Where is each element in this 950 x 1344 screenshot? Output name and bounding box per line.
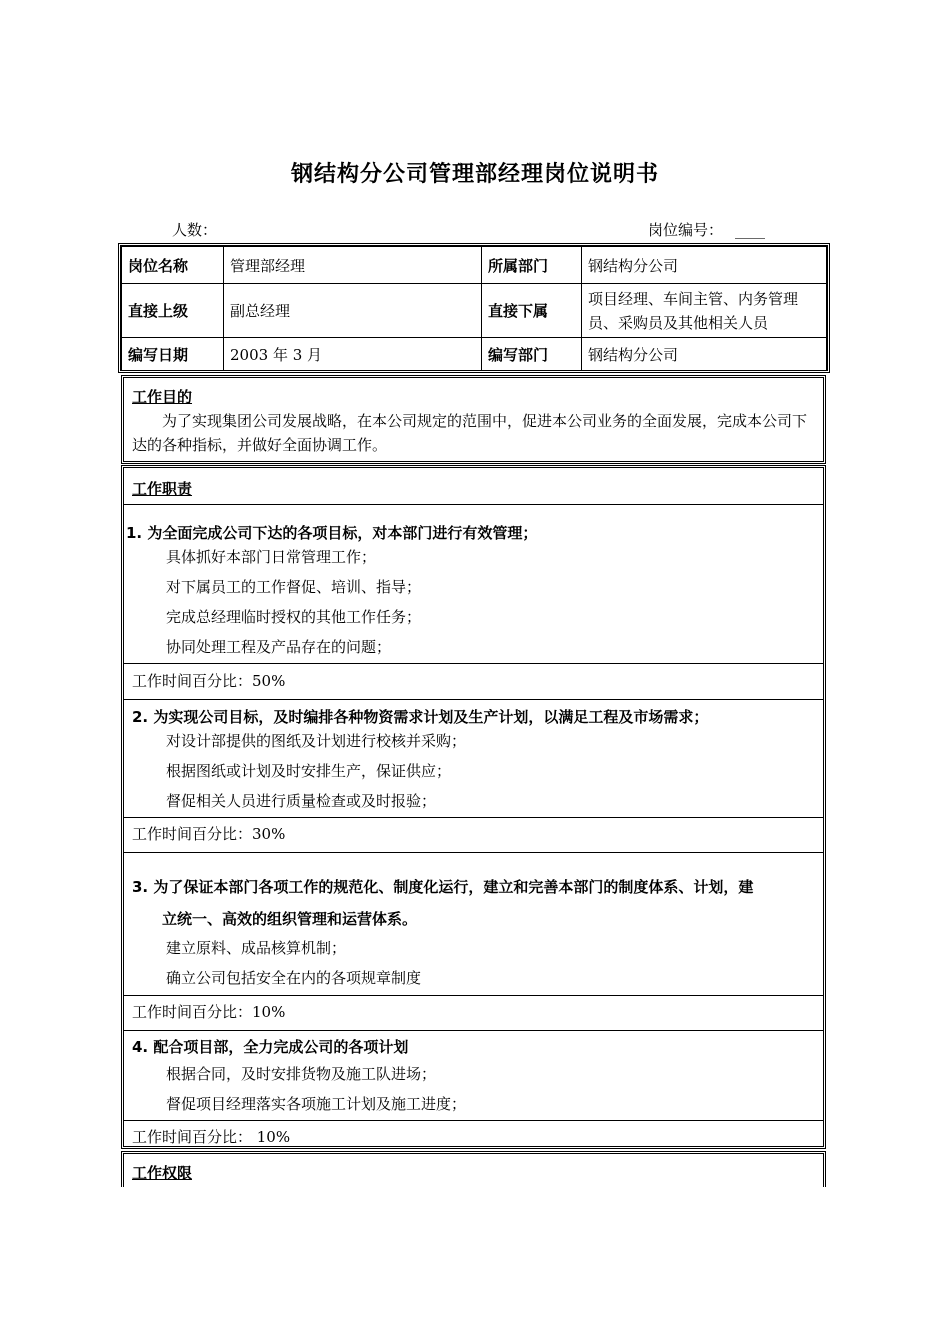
subordinate-line: 员、采购员及其他相关人员 — [588, 313, 769, 332]
position-name-value: 管理部经理 — [224, 247, 482, 284]
info-table — [118, 243, 830, 373]
divider — [124, 995, 823, 996]
divider — [124, 852, 823, 853]
headcount-label: 人数： — [172, 221, 218, 239]
duty-3-title-cont: 立统一、高效的组织管理和运营体系。 — [162, 910, 418, 928]
page-title: 钢结构分公司管理部经理岗位说明书 — [290, 162, 659, 187]
duty-item: 对设计部提供的图纸及计划进行校核并采购； — [166, 732, 467, 750]
divider — [124, 504, 823, 505]
written-date-label: 编写日期 — [122, 338, 224, 371]
duties-heading: 工作职责 — [132, 480, 193, 498]
written-date-value: 2003 年 3 月 — [224, 338, 482, 371]
duty-item: 督促项目经理落实各项施工计划及施工进度； — [166, 1095, 467, 1113]
duty-1-title: 1. 为全面完成公司下达的各项目标，对本部门进行有效管理； — [126, 524, 538, 542]
duty-1-time: 工作时间百分比：50% — [132, 672, 286, 690]
duty-item: 协同处理工程及产品存在的问题； — [166, 638, 392, 656]
superior-value: 副总经理 — [224, 284, 482, 338]
duty-item: 具体抓好本部门日常管理工作； — [166, 548, 377, 566]
divider — [124, 663, 823, 664]
divider — [124, 1120, 823, 1121]
subordinate-value — [582, 284, 827, 338]
info-row — [122, 284, 827, 338]
info-row — [122, 247, 827, 284]
duty-item: 督促相关人员进行质量检查或及时报验； — [166, 792, 437, 810]
position-no — [648, 219, 765, 240]
department-value: 钢结构分公司 — [582, 247, 827, 284]
duty-item: 根据图纸或计划及时安排生产，保证供应； — [166, 762, 452, 780]
duty-item: 根据合同，及时安排货物及施工队进场； — [166, 1065, 437, 1083]
duty-item: 确立公司包括安全在内的各项规章制度 — [166, 969, 422, 987]
duty-item: 完成总经理临时授权的其他工作任务； — [166, 608, 422, 626]
info-row — [122, 338, 827, 371]
superior-label: 直接上级 — [122, 284, 224, 338]
divider — [124, 699, 823, 700]
purpose-heading: 工作目的 — [132, 388, 193, 406]
subordinate-line: 项目经理、车间主管、内务管理 — [588, 289, 799, 308]
duty-2-title: 2. 为实现公司目标，及时编排各种物资需求计划及生产计划，以满足工程及市场需求； — [132, 708, 709, 726]
department-label: 所属部门 — [482, 247, 582, 284]
duty-3-title: 3. 为了保证本部门各项工作的规范化、制度化运行，建立和完善本部门的制度体系、计划，建 — [132, 878, 754, 896]
position-no-label: 岗位编号： — [648, 221, 724, 239]
rights-heading: 工作权限 — [132, 1164, 193, 1182]
purpose-text: 为了实现集团公司发展战略，在本公司规定的范围中，促进本公司业务的全面发展，完成本公司下达的各种指标，并做好全面协调工作。 — [132, 412, 808, 454]
duty-4-time: 工作时间百分比： 10% — [132, 1128, 291, 1146]
duty-3-time: 工作时间百分比：10% — [132, 1003, 286, 1021]
duties-section — [121, 465, 826, 1149]
duty-item: 建立原料、成品核算机制； — [166, 939, 347, 957]
purpose-section — [121, 375, 826, 464]
duty-4-title: 4. 配合项目部，全力完成公司的各项计划 — [132, 1038, 409, 1056]
position-name-label: 岗位名称 — [122, 247, 224, 284]
divider — [124, 817, 823, 818]
divider — [124, 1030, 823, 1031]
written-dept-value: 钢结构分公司 — [582, 338, 827, 371]
duty-2-time: 工作时间百分比：30% — [132, 825, 286, 843]
position-no-value: ____ — [735, 221, 766, 239]
written-dept-label: 编写部门 — [482, 338, 582, 371]
rights-section — [121, 1151, 826, 1187]
duty-item: 对下属员工的工作督促、培训、指导； — [166, 578, 422, 596]
subordinate-label: 直接下属 — [482, 284, 582, 338]
